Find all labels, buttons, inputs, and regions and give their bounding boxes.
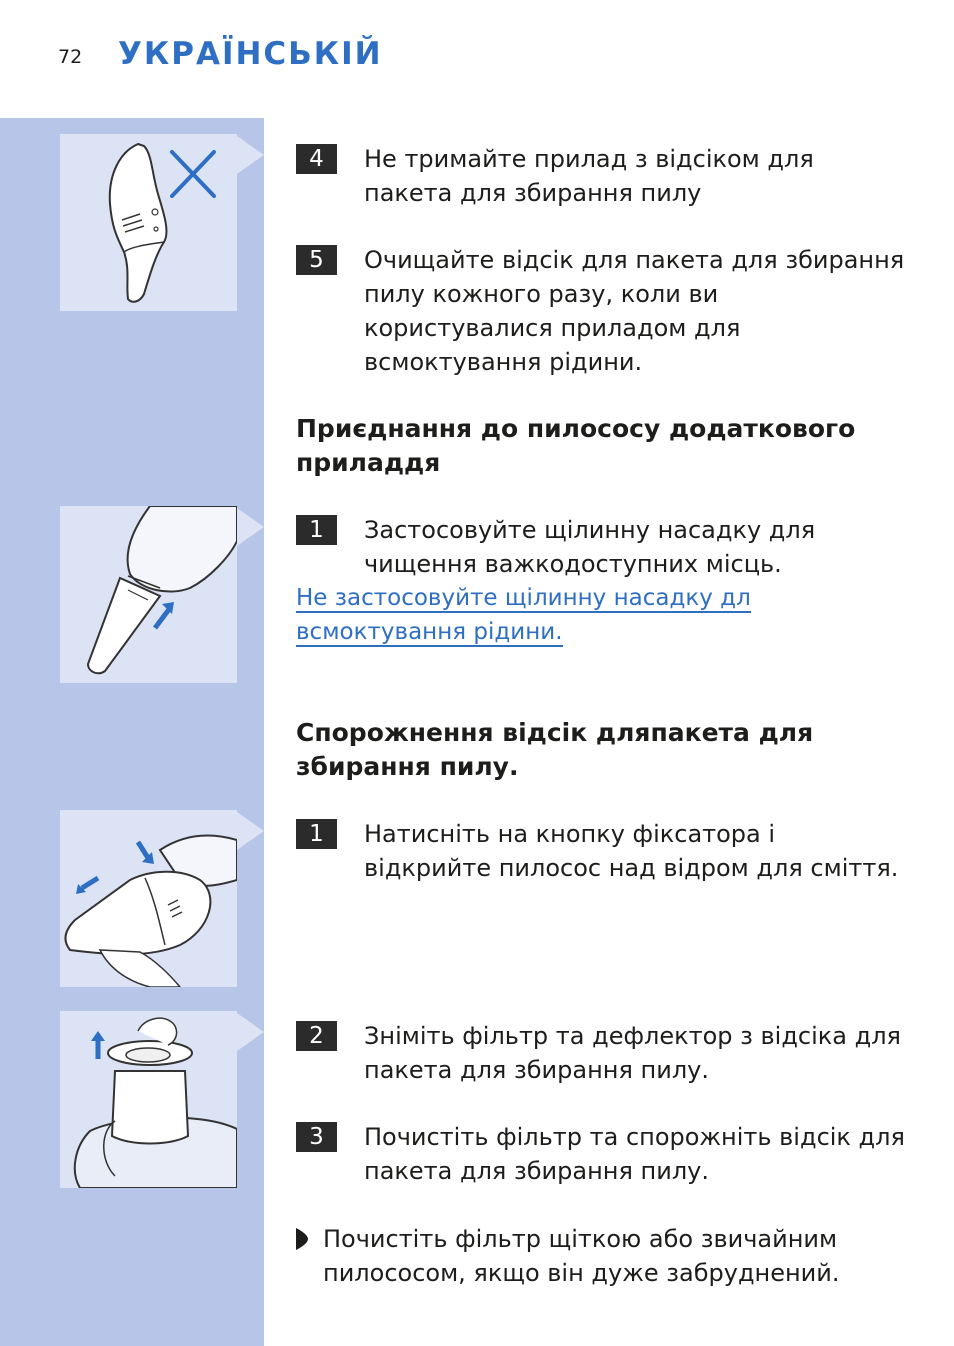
step-number-badge: 4 bbox=[296, 144, 337, 174]
note-line-1: Не застосовуйте щілинну насадку дл bbox=[296, 585, 751, 611]
step-text: Очищайте відсік для пакета для збирання пилу кожного разу, коли ви користувалися приладом для всмоктування рідини. bbox=[364, 246, 905, 376]
step-number-badge: 2 bbox=[296, 1021, 337, 1051]
illustration-pointer bbox=[237, 812, 264, 850]
page-number: 72 bbox=[58, 46, 83, 68]
bullet-arrow-icon bbox=[296, 1228, 308, 1250]
illustration-remove-filter bbox=[60, 1011, 237, 1188]
remove-filter-icon bbox=[60, 1011, 237, 1188]
step-number-badge: 3 bbox=[296, 1122, 337, 1152]
section-heading-attach: Приєднання до пилососу додаткового приладдя bbox=[296, 414, 856, 477]
illustration-do-not-hold bbox=[60, 134, 237, 311]
language-title: УКРАЇНСЬКІЙ bbox=[118, 36, 383, 72]
step-number-badge: 5 bbox=[296, 245, 337, 275]
step-text: Зніміть фільтр та дефлектор з відсіка для пакета для збирання пилу. bbox=[364, 1022, 901, 1084]
illustration-open-vacuum bbox=[60, 810, 237, 987]
step-text: Почистіть фільтр та спорожніть відсік для пакета для збирання пилу. bbox=[364, 1123, 905, 1185]
illustration-pointer bbox=[237, 1013, 264, 1051]
illustration-crevice-nozzle bbox=[60, 506, 237, 683]
crevice-nozzle-attach-icon bbox=[60, 506, 237, 683]
illustration-pointer bbox=[237, 136, 264, 174]
section-heading-empty: Спорожнення відсік дляпакета для збирання пилу. bbox=[296, 718, 814, 781]
step-text: Натисніть на кнопку фіксатора і відкрийте пилосос над відром для сміття. bbox=[364, 820, 899, 882]
step-text: Не тримайте прилад з відсіком для пакета для збирання пилу bbox=[364, 145, 814, 207]
step-text: Застосовуйте щілинну насадку для чищення важкодоступних місць. bbox=[364, 516, 816, 578]
vacuum-do-not-hold-icon bbox=[60, 134, 237, 311]
note-line-2: всмоктування рідини. bbox=[296, 619, 563, 645]
illustration-pointer bbox=[237, 508, 264, 546]
bullet-text: Почистіть фільтр щіткою або звичайним пилососом, якщо він дуже забруднений. bbox=[323, 1225, 840, 1287]
warning-note bbox=[296, 581, 916, 649]
step-number-badge: 1 bbox=[296, 515, 337, 545]
step-number-badge: 1 bbox=[296, 819, 337, 849]
open-vacuum-icon bbox=[60, 810, 237, 987]
